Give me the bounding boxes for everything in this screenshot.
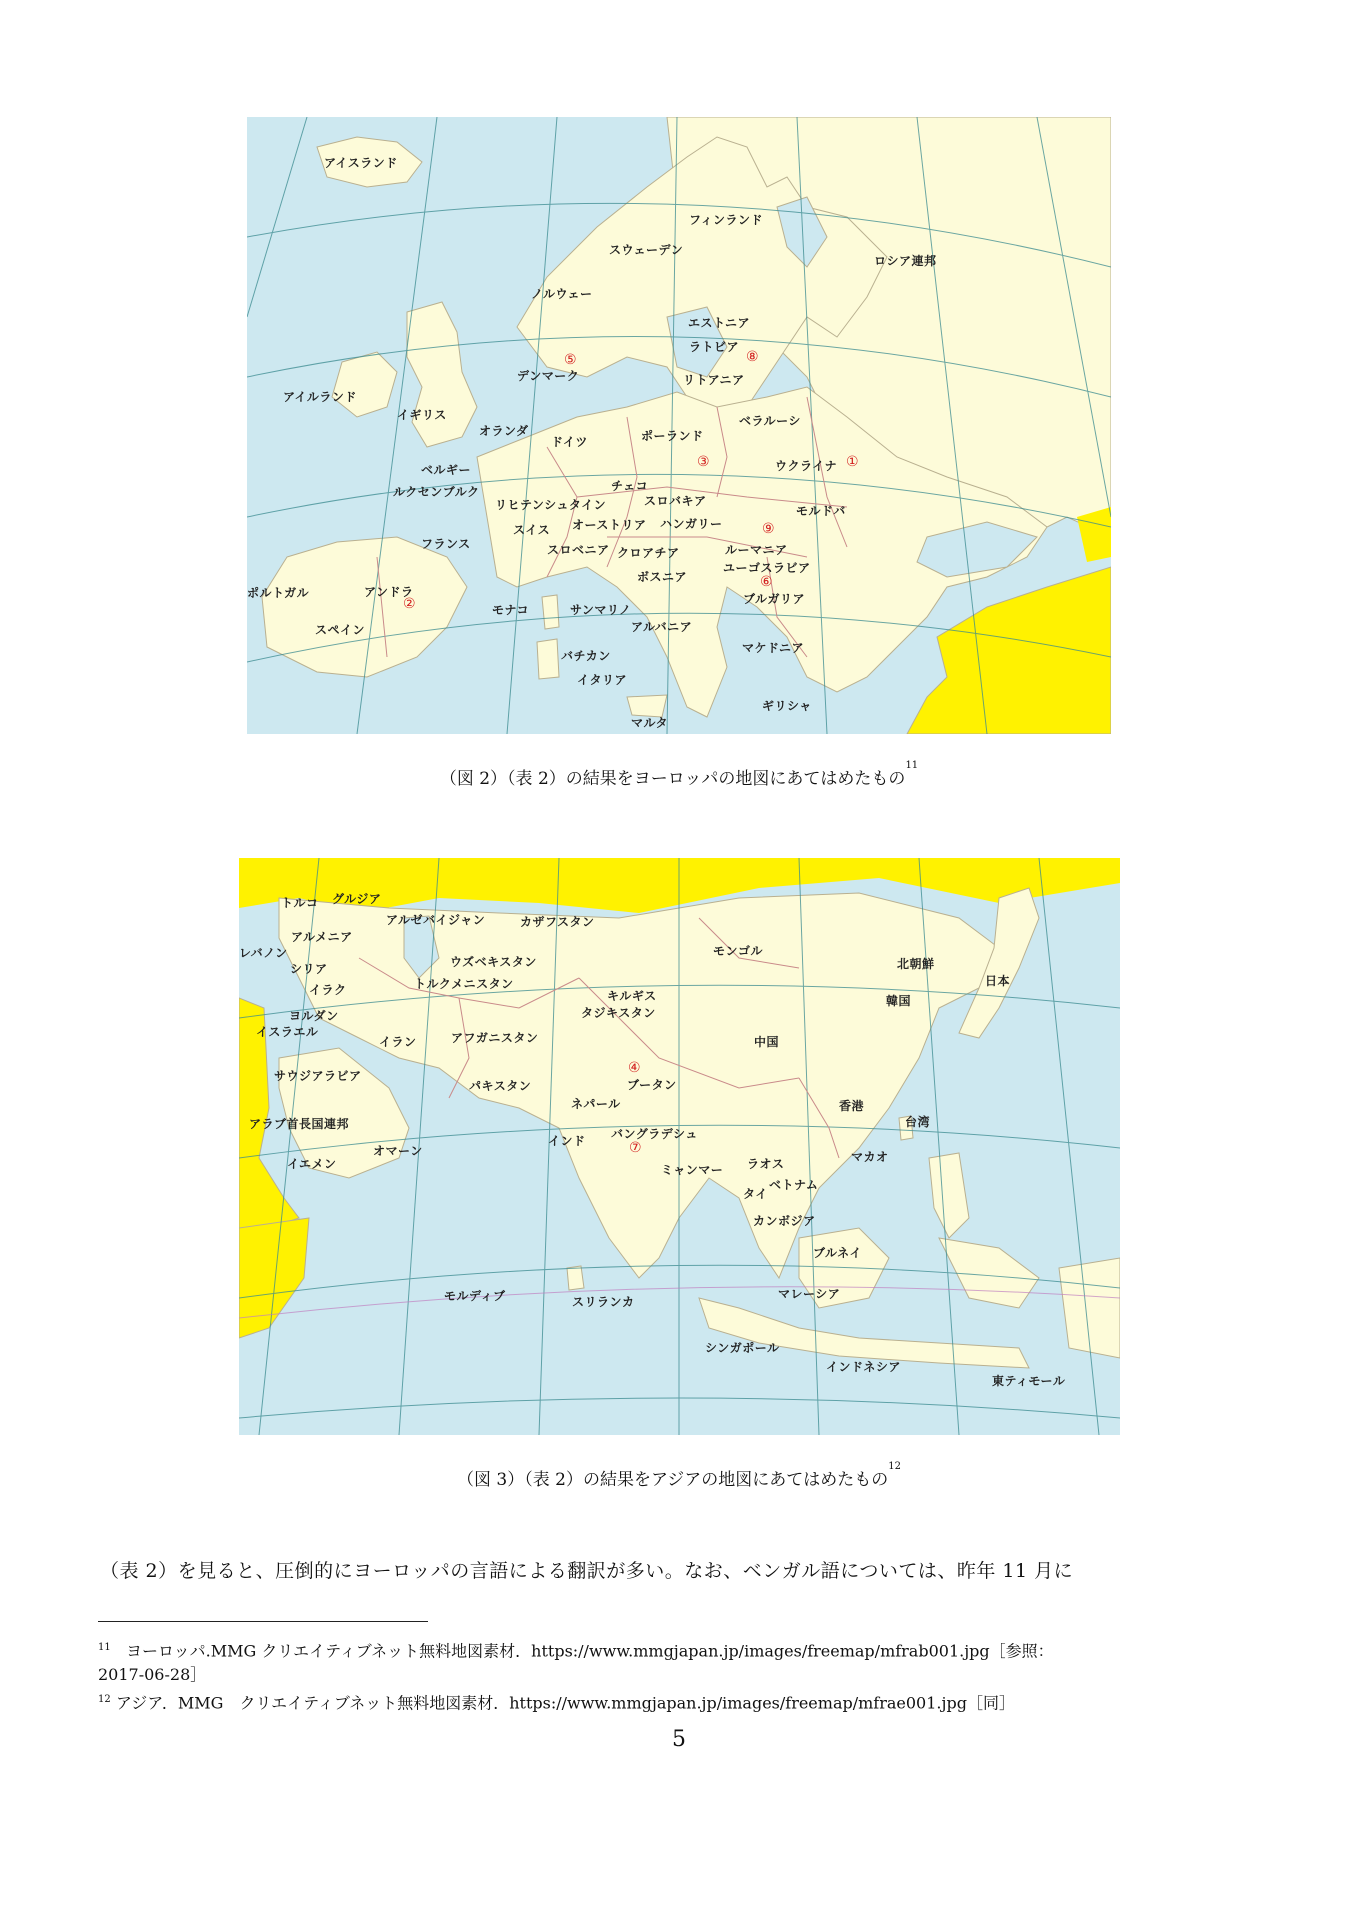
marker-2: ②: [403, 596, 416, 612]
label-taiwan: 台湾: [905, 1115, 931, 1129]
label-korea: 韓国: [886, 994, 912, 1008]
label-germany: ドイツ: [551, 435, 588, 449]
label-finland: フィンランド: [689, 213, 764, 227]
label-macedonia: マケドニア: [742, 641, 805, 655]
label-jordan: ヨルダン: [289, 1009, 339, 1023]
footnote-11: [98, 1636, 1278, 1687]
label-yemen: イエメン: [287, 1157, 337, 1171]
europe-caption-text: （図 2）（表 2）の結果をヨーロッパの地図にあてはめたもの: [439, 769, 906, 789]
label-estonia: エストニア: [688, 316, 751, 330]
label-hongkong: 香港: [839, 1099, 865, 1113]
label-saudi: サウジアラビア: [274, 1069, 362, 1083]
label-myanmar: ミャンマー: [661, 1163, 724, 1177]
label-netherlands: オランダ: [479, 424, 529, 438]
footnote-11-text-cont: 2017-06-28］: [98, 1665, 207, 1685]
label-tajikistan: タジキスタン: [581, 1006, 656, 1020]
label-croatia: クロアチア: [617, 546, 680, 560]
label-vietnam: ベトナム: [769, 1178, 819, 1192]
marker-1: ①: [846, 454, 859, 470]
label-monaco: モナコ: [492, 603, 530, 617]
page-number: 5: [672, 1727, 686, 1752]
label-austria: オーストリア: [572, 518, 647, 532]
label-china: 中国: [754, 1035, 780, 1049]
label-turkey: トルコ: [281, 896, 319, 910]
label-nepal: ネパール: [571, 1097, 621, 1111]
label-norway: ノルウェー: [531, 287, 593, 301]
label-italy: イタリア: [577, 673, 628, 687]
label-iran: イラン: [379, 1035, 417, 1049]
label-azerbaijan: アルゼバイジャン: [386, 913, 486, 927]
label-slovakia: スロバキア: [644, 494, 707, 508]
label-thailand: タイ: [743, 1187, 768, 1201]
label-pakistan: パキスタン: [469, 1079, 532, 1093]
label-uzbekistan: ウズベキスタン: [450, 955, 537, 969]
footnote-divider: [98, 1621, 428, 1622]
asia-map-graphic: [239, 858, 1120, 1435]
label-albania: アルバニア: [631, 620, 693, 634]
label-malaysia: マレーシア: [778, 1287, 841, 1301]
label-kazakhstan: カザフスタン: [520, 915, 595, 929]
asia-caption: [0, 1461, 1358, 1490]
label-greece: ギリシャ: [762, 699, 812, 713]
asia-caption-footnote-ref: 12: [888, 1461, 901, 1472]
label-bulgaria: ブルガリア: [743, 592, 806, 606]
label-georgia: グルジア: [332, 892, 382, 906]
label-liechtenstein: リヒテンシュタイン: [495, 498, 607, 512]
marker-4: ④: [628, 1060, 641, 1076]
marker-8: ⑧: [746, 349, 759, 365]
label-india: インド: [548, 1134, 586, 1148]
label-oman: オマーン: [373, 1144, 423, 1158]
label-russia: ロシア連邦: [874, 254, 937, 268]
marker-5: ⑤: [564, 352, 577, 368]
label-moldova: モルドバ: [796, 504, 846, 518]
label-uae: アラブ首長国連邦: [249, 1117, 350, 1131]
marker-7: ⑦: [629, 1140, 642, 1156]
label-switzerland: スイス: [513, 523, 551, 537]
label-yugoslavia: ユーゴスラビア: [723, 561, 811, 575]
label-malta: マルタ: [631, 716, 669, 730]
label-syria: シリア: [290, 962, 328, 976]
label-san-marino: サンマリノ: [570, 603, 632, 617]
label-japan: 日本: [985, 974, 1011, 988]
label-belarus: ベラルーシ: [739, 414, 801, 428]
label-bangladesh: バングラデシュ: [611, 1127, 698, 1141]
marker-3: ③: [697, 454, 710, 470]
label-belgium: ベルギー: [421, 463, 472, 477]
label-kyrgyz: キルギス: [607, 989, 657, 1003]
label-bosnia: ボスニア: [637, 570, 688, 584]
europe-map-graphic: [247, 117, 1111, 734]
label-ukraine: ウクライナ: [775, 459, 838, 473]
europe-map: [247, 117, 1111, 734]
asia-map: [239, 858, 1120, 1435]
label-slovenia: スロベニア: [547, 543, 610, 557]
label-lebanon: レバノン: [239, 946, 288, 960]
label-latvia: ラトビア: [689, 340, 740, 354]
label-spain: スペイン: [315, 623, 366, 637]
label-indonesia: インドネシア: [826, 1360, 901, 1374]
label-singapore: シンガポール: [705, 1341, 780, 1355]
label-uk: イギリス: [397, 408, 447, 422]
europe-caption-footnote-ref: 11: [905, 760, 919, 771]
label-maldives: モルディブ: [444, 1289, 506, 1303]
label-poland: ポーランド: [641, 429, 704, 443]
footnote-11-text: ヨーロッパ.MMG クリエイティブネット無料地図素材．https://www.mmgjapan.jp/images/freemap/mfrab001.jpg［参照：: [126, 1641, 1054, 1661]
label-mongolia: モンゴル: [713, 944, 764, 958]
label-laos: ラオス: [747, 1157, 785, 1171]
label-east-timor: 東ティモール: [992, 1374, 1066, 1388]
label-czech: チェコ: [611, 479, 649, 493]
label-ireland: アイルランド: [283, 390, 357, 404]
label-north-korea: 北朝鮮: [897, 957, 935, 971]
label-israel: イスラエル: [256, 1025, 319, 1039]
label-iceland: アイスランド: [324, 156, 398, 170]
label-cambodia: カンボジア: [753, 1214, 816, 1228]
label-bhutan: ブータン: [627, 1078, 677, 1092]
label-vatican: バチカン: [561, 649, 611, 663]
label-srilanka: スリランカ: [572, 1295, 635, 1309]
europe-caption: [0, 760, 1358, 789]
label-lithuania: リトアニア: [683, 373, 745, 387]
label-portugal: ポルトガル: [247, 586, 310, 600]
label-turkmenistan: トルクメニスタン: [414, 977, 514, 991]
label-luxembourg: ルクセンブルク: [393, 485, 480, 499]
label-afghanistan: アフガニスタン: [451, 1031, 539, 1045]
asia-caption-text: （図 3）（表 2）の結果をアジアの地図にあてはめたもの: [457, 1470, 889, 1490]
body-paragraph: （表 2）を見ると、圧倒的にヨーロッパの言語による翻訳が多い。なお、ベンガル語については、昨年 11 月に: [100, 1560, 1074, 1582]
label-romania: ルーマニア: [725, 543, 788, 557]
label-sweden: スウェーデン: [609, 243, 684, 257]
footnote-12-number: 12: [98, 1694, 111, 1705]
marker-6: ⑥: [760, 574, 773, 590]
label-denmark: デンマーク: [517, 369, 580, 383]
label-iraq: イラク: [309, 983, 347, 997]
footnote-12-text: アジア．MMG クリエイティブネット無料地図素材．https://www.mmgjapan.jp/images/freemap/mfrae001.jpg［同］: [115, 1693, 1015, 1713]
marker-9: ⑨: [762, 521, 775, 537]
footnote-12: [98, 1688, 1278, 1715]
label-armenia: アルメニア: [291, 930, 353, 944]
label-macao: マカオ: [851, 1150, 889, 1164]
label-andorra: アンドラ: [364, 585, 414, 599]
footnote-11-number: 11: [98, 1642, 111, 1653]
label-hungary: ハンガリー: [660, 517, 723, 531]
label-brunei: ブルネイ: [813, 1246, 862, 1260]
label-france: フランス: [421, 537, 471, 551]
